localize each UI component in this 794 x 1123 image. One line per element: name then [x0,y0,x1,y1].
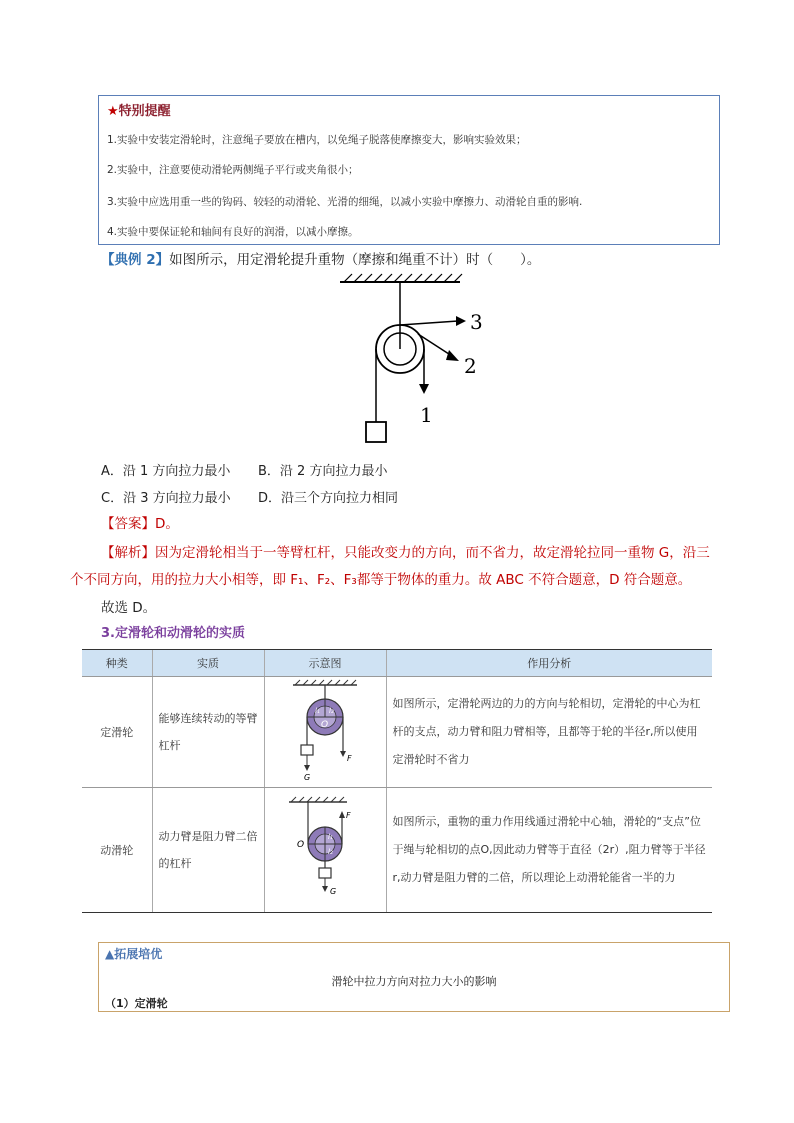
option-b: B．沿 2 方向拉力最小 [258,464,388,479]
svg-text:G: G [330,886,337,896]
header-diagram: 示意图 [264,650,386,677]
analysis-cell: 如图所示，定滑轮两边的力的方向与轮相切，定滑轮的中心为杠杆的支点，动力臂和阻力臂相等，且都等于轮的半径r,所以使用定滑轮时不省力 [386,677,712,788]
pulley-essence-table [82,649,712,913]
svg-text:G: G [304,772,311,782]
extension-heading: 滑轮中拉力方向对拉力大小的影响 [331,975,497,988]
kind-cell: 定滑轮 [82,677,152,788]
answer-tag: 【答案】 [101,516,155,532]
extension-title: ▲拓展培优 [105,947,163,961]
analysis-tag: 【解析】 [101,545,155,561]
svg-text:l₁: l₁ [315,706,320,715]
reminder-line-3: 3.实验中应选用重一些的钩码、较轻的动滑轮、光滑的细绳，以减小实验中摩擦力、动滑轮自重的影响. [107,196,583,208]
analysis-line-2: 个不同方向，用的拉力大小相等，即 F₁、F₂、F₃都等于物体的重力。故 ABC 不符合题意，D 符合题意。 [70,572,692,588]
svg-text:l₂: l₂ [329,706,334,715]
direction-label-3: 3 [470,310,483,334]
reminder-line-4: 4.实验中要保证轮和轴间有良好的润滑，以减小摩擦。 [107,226,359,238]
reminder-line-2: 2.实验中，注意要使动滑轮两侧绳子平行或夹角很小； [107,164,359,176]
svg-text:O: O [297,839,305,850]
extension-subheading: （1）定滑轮 [105,997,168,1010]
star-icon: ★ [107,104,119,119]
option-d: D．沿三个方向拉力相同 [258,491,399,506]
analysis-line-1: 【解析】因为定滑轮相当于一等臂杠杆，只能改变力的方向，而不省力，故定滑轮拉同一重物 G，沿三 [101,545,710,561]
svg-text:F: F [346,810,351,820]
svg-text:F: F [347,753,352,763]
reminder-line-1: 1.实验中安装定滑轮时，注意绳子要放在槽内，以免绳子脱落使摩擦变大，影响实验效果； [107,134,527,146]
svg-text:l₂: l₂ [328,847,333,856]
svg-text:l₁: l₁ [328,832,333,841]
movable-pulley-diagram [275,794,375,904]
table-row-movable-pulley [82,788,712,913]
svg-text:O: O [321,719,329,730]
header-analysis: 作用分析 [386,650,712,677]
answer-text: D。 [155,516,179,532]
conclusion: 故选 D。 [101,600,157,616]
example-question [101,248,540,268]
table-row-fixed-pulley [82,677,712,788]
option-c: C．沿 3 方向拉力最小 [101,491,231,506]
example-question-text: 如图所示，用定滑轮提升重物（摩擦和绳重不计）时（ ）。 [169,252,541,268]
direction-label-1: 1 [420,403,433,427]
section-3-title: 3.定滑轮和动滑轮的实质 [101,626,245,641]
header-kind: 种类 [82,650,152,677]
diagram-cell [264,788,386,913]
fixed-pulley-figure [330,272,500,452]
reminder-title: ★特别提醒 [107,104,171,119]
header-essence: 实质 [152,650,264,677]
essence-cell: 动力臂是阻力臂二倍的杠杆 [152,788,264,913]
option-a: A．沿 1 方向拉力最小 [101,464,231,479]
analysis-cell: 如图所示，重物的重力作用线通过滑轮中心轴，滑轮的“支点”位于绳与轮相切的点O,因此动力臂等于直径（2r）,阻力臂等于半径r,动力臂是阻力臂的二倍，所以理论上动滑轮能省一半的力 [386,788,712,913]
diagram-cell [264,677,386,788]
extension-box [98,942,730,1012]
direction-label-2: 2 [464,354,477,378]
kind-cell: 动滑轮 [82,788,152,913]
special-reminder-box [98,95,720,245]
example-tag: 【典例 2】 [101,252,170,268]
answer [101,512,179,532]
essence-cell: 能够连续转动的等臂杠杆 [152,677,264,788]
fixed-pulley-diagram [275,679,375,783]
table-header-row [82,650,712,677]
